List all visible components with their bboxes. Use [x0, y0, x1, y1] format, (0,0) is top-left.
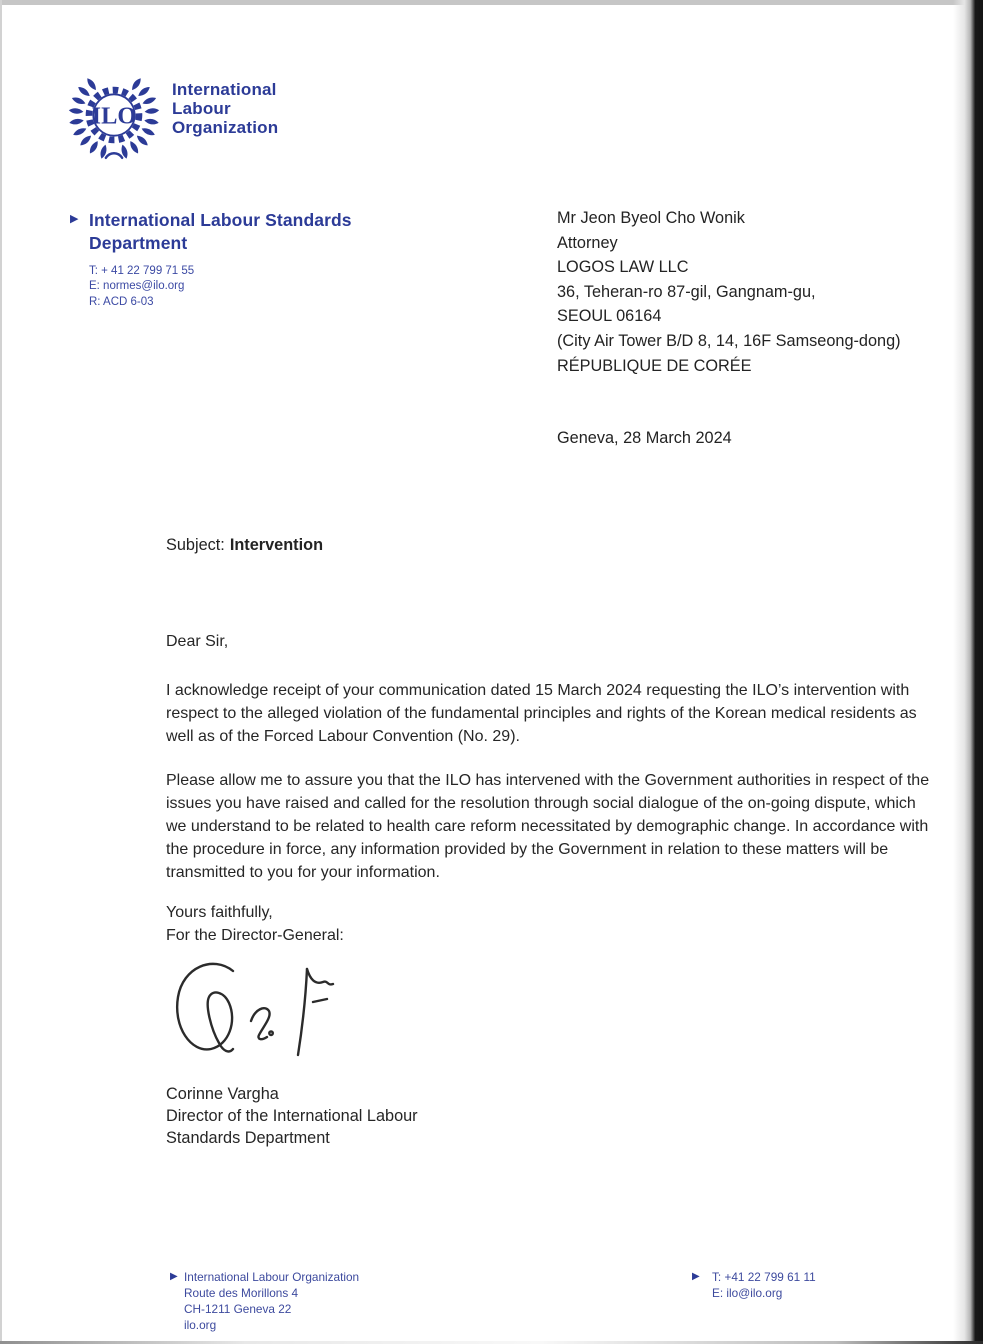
footer-street: Route des Morillons 4: [184, 1286, 299, 1300]
department-name-line2: Department: [89, 233, 188, 253]
ilo-logo-header: [63, 66, 278, 164]
department-email: E: normes@ilo.org: [89, 280, 185, 293]
closing-line2: For the Director-General:: [166, 927, 344, 944]
subject-label: Subject:: [166, 536, 225, 554]
recipient-building: (City Air Tower B/D 8, 14, 16F Samseong-dong): [557, 331, 901, 350]
recipient-name: Mr Jeon Byeol Cho Wonik: [557, 209, 745, 227]
footer-email: E: ilo@ilo.org: [712, 1286, 783, 1300]
department-details: [89, 209, 352, 310]
date-line: Geneva, 28 March 2024: [557, 429, 732, 447]
footer-org: International Labour Organization: [184, 1270, 360, 1284]
recipient-company: LOGOS LAW LLC: [557, 258, 689, 277]
body-paragraph-2: Please allow me to assure you that the ILO has intervened with the Government authorities in respect of the issues you have raised and called for the resolution through social dialogue of the on-going dispute, which we understand to be related to health care reform necessitated by demographic change. In accordance with the procedure in force, any information provided by the Government in relation to these matters will be transmitted to you for your information.: [166, 772, 930, 881]
org-name-line3: Organization: [172, 118, 279, 137]
page-edge-right: [953, 0, 983, 1344]
subject-line: [166, 536, 323, 555]
signer-title-line2: Standards Department: [166, 1129, 330, 1147]
recipient-address: [557, 206, 901, 378]
recipient-title: Attorney: [557, 233, 618, 252]
signer-name: Corinne Vargha: [166, 1085, 279, 1103]
closing-block: [166, 901, 344, 947]
footer-address-lines: [184, 1269, 359, 1333]
page-edge-left: [0, 0, 2, 1344]
handwritten-signature: [167, 955, 337, 1067]
signer-block: [166, 1083, 418, 1149]
department-room: R: ACD 6-03: [89, 295, 154, 308]
ilo-monogram: ILO: [91, 102, 137, 130]
body-paragraph-1: I acknowledge receipt of your communication dated 15 March 2024 requesting the ILO’s intervention with respect to the alleged violation of the fundamental principles and rights of the Korean medical residents as well as of the Forced Labour Convention (No. 29).: [166, 682, 917, 745]
page-edge-top: [0, 0, 983, 5]
footer-city: CH-1211 Geneva 22: [184, 1302, 292, 1316]
salutation: Dear Sir,: [166, 633, 229, 650]
signer-title-line1: Director of the International Labour: [166, 1107, 418, 1125]
footer-contact-block: [692, 1269, 816, 1301]
org-name-line2: Labour: [172, 99, 231, 118]
triangle-marker-icon: ▶: [692, 1271, 700, 1282]
department-block: [70, 209, 352, 310]
footer-phone: T: +41 22 799 61 11: [712, 1270, 816, 1284]
org-name: [172, 66, 278, 164]
department-phone: T: + 41 22 799 71 55: [89, 265, 195, 277]
department-contact: [89, 264, 352, 310]
department-name: [89, 209, 352, 255]
triangle-marker-icon: ▶: [170, 1271, 178, 1282]
subject-value: Intervention: [229, 536, 324, 554]
triangle-marker-icon: ▶: [70, 213, 79, 225]
recipient-city: SEOUL 06164: [557, 307, 662, 326]
recipient-street: 36, Teheran-ro 87-gil, Gangnam-gu,: [557, 282, 816, 301]
org-name-line1: International: [172, 80, 277, 99]
footer-address-block: [170, 1269, 359, 1333]
footer-contact-lines: [712, 1269, 816, 1301]
department-name-line1: International Labour Standards: [89, 210, 352, 230]
footer-website: ilo.org: [184, 1318, 217, 1332]
recipient-country: RÉPUBLIQUE DE CORÉE: [557, 356, 752, 375]
closing-line1: Yours faithfully,: [166, 904, 273, 921]
ilo-wreath-logo-icon: [63, 66, 165, 164]
